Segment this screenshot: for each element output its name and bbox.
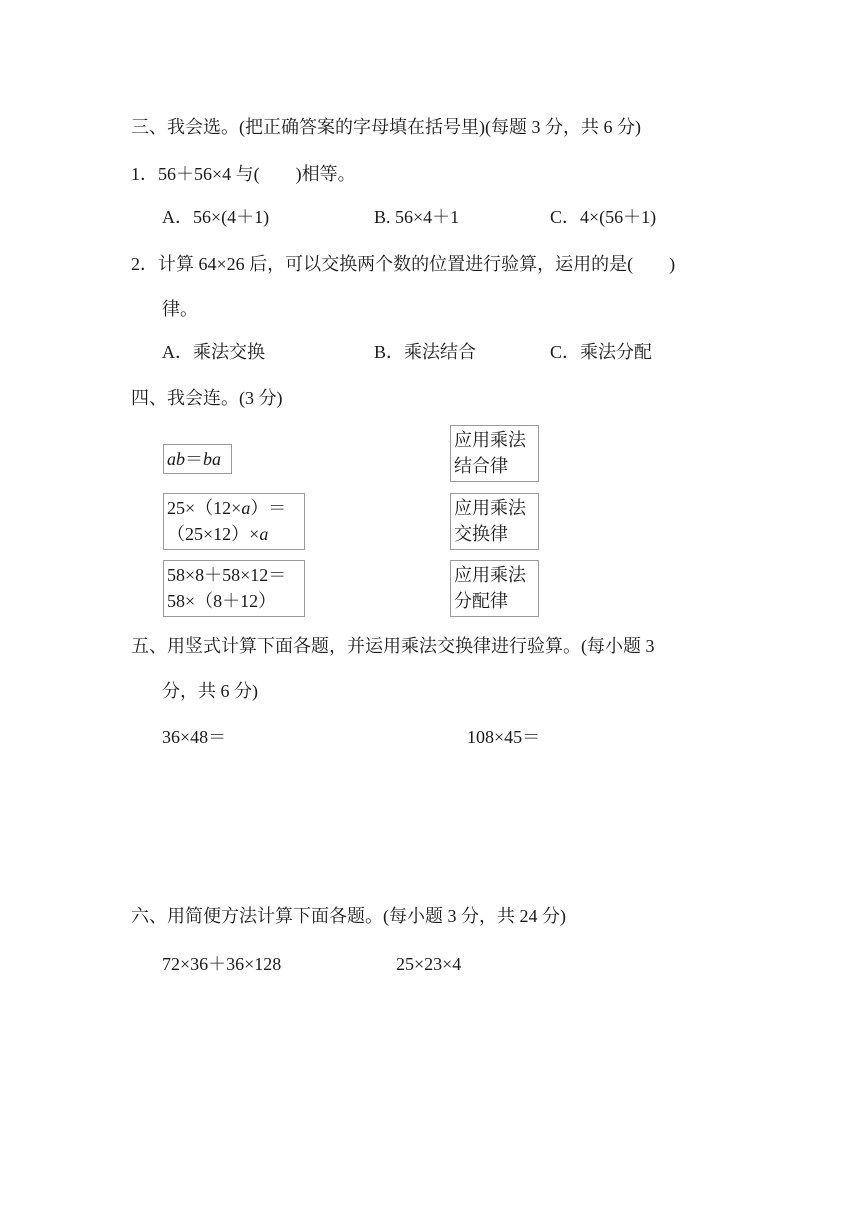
match-left-box-1[interactable] [163, 444, 232, 474]
section-5-problem-1: 36×48＝ [162, 727, 227, 747]
question-2-option-a: A．乘法交换 [162, 342, 265, 362]
match-left-box-3[interactable] [163, 560, 305, 617]
var-ba: ba [203, 449, 221, 469]
right-box-3-line-1: 应用乘法 [454, 565, 526, 585]
right-box-1-line-1: 应用乘法 [454, 430, 526, 450]
var-ab: ab [167, 449, 185, 469]
section-4-heading: 四、我会连。(3 分) [131, 388, 283, 408]
match-left-box-2[interactable] [163, 493, 305, 550]
left-box-3-line-2: 58×（8＋12） [167, 591, 277, 611]
section-6-problem-2: 25×23×4 [396, 954, 462, 974]
left-box-2-line-2: （25×12）×a [167, 524, 269, 544]
section-5-heading-continued: 分，共 6 分) [162, 681, 258, 701]
section-5-heading: 五、用竖式计算下面各题，并运用乘法交换律进行验算。(每小题 3 [131, 636, 655, 656]
left-box-2-line-1: 25×（12×a）＝ [167, 498, 287, 518]
right-box-1-line-2: 结合律 [454, 456, 508, 476]
section-5-problem-2: 108×45＝ [467, 727, 541, 747]
left-box-3-line-1: 58×8＋58×12＝ [167, 565, 287, 585]
match-right-box-2[interactable] [450, 493, 539, 550]
match-right-box-3[interactable] [450, 560, 539, 617]
question-1-stem: 1．56＋56×4 与( )相等。 [131, 164, 356, 184]
question-2-option-c: C．乘法分配 [550, 342, 653, 362]
question-1-option-b: B. 56×4＋1 [374, 207, 460, 227]
match-right-box-1[interactable] [450, 425, 539, 482]
equals-sign: ＝ [185, 449, 203, 469]
section-6-problem-1: 72×36＋36×128 [162, 954, 282, 974]
right-box-2-line-1: 应用乘法 [454, 498, 526, 518]
right-box-2-line-2: 交换律 [454, 524, 508, 544]
question-1-option-c: C．4×(56＋1) [550, 207, 657, 227]
question-2-stem: 2．计算 64×26 后，可以交换两个数的位置进行验算，运用的是( ) [131, 254, 676, 274]
question-1-option-a: A．56×(4＋1) [162, 207, 270, 227]
question-2-stem-continued: 律。 [162, 299, 198, 319]
question-2-option-b: B．乘法结合 [374, 342, 477, 362]
section-3-heading: 三、我会选。(把正确答案的字母填在括号里)(每题 3 分，共 6 分) [131, 117, 641, 137]
right-box-3-line-2: 分配律 [454, 591, 508, 611]
section-6-heading: 六、用简便方法计算下面各题。(每小题 3 分，共 24 分) [131, 906, 566, 926]
